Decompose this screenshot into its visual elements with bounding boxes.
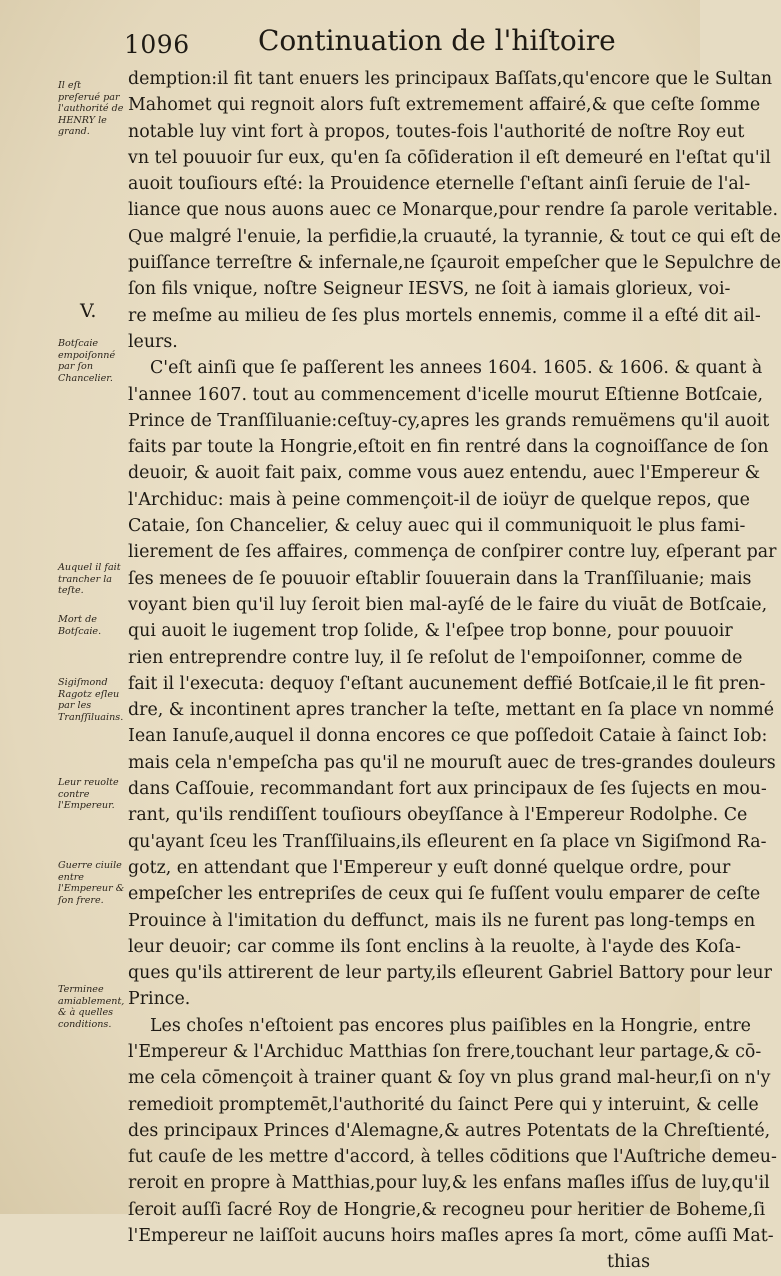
- page-header: [120, 22, 616, 62]
- text-line: mais cela n'empeſcha pas qu'il ne mouruſt auec de tres-grandes douleurs: [128, 752, 776, 773]
- text-line: notable luy vint fort à propos, toutes-fois l'authorité de noſtre Roy eut: [128, 121, 745, 142]
- text-line: empeſcher les entrepriſes de ceux qui ſe fuſſent voulu emparer de ceſte: [128, 884, 761, 905]
- text-line: Mahomet qui regnoit alors fuſt extremement affairé,& que ceſte ſomme: [128, 95, 761, 116]
- margin-note: Botſcaie empoiſonné par ſon Chancelier.: [58, 338, 116, 384]
- text-line: fut cauſe de les mettre d'accord, à telles cōditions que l'Auſtriche demeu-: [128, 1147, 777, 1168]
- text-line: qui auoit le iugement trop ſolide, & l'eſpee trop bonne, pour pouuoir: [128, 621, 733, 642]
- text-line: auoit touſiours eſté: la Prouidence eternelle ſ'eſtant ainſi ſeruie de l'al-: [128, 174, 751, 195]
- margin-note: Mort de Botſcaie.: [58, 614, 102, 637]
- text-line: des principaux Princes d'Alemagne,& autres Potentats de la Chreſtienté,: [128, 1120, 771, 1141]
- body-text: [128, 66, 781, 1276]
- catchword: thias: [606, 1252, 650, 1273]
- text-line: l'Archiduc: mais à peine commençoit-il de ioüyr de quelque repos, que: [128, 489, 750, 510]
- text-line: remedioit promptemēt,l'authorité du ſainct Pere qui y interuint, & celle: [128, 1094, 759, 1115]
- text-line: l'Empereur ne laiſſoit aucuns hoirs maſles apres ſa mort, cōme auſſi Mat-: [128, 1226, 774, 1247]
- section-numeral: V.: [80, 300, 97, 322]
- text-line: leurs.: [128, 331, 178, 352]
- text-line: ſon fils vnique, noſtre Seigneur IESVS, ne ſoit à iamais glorieux, voi-: [128, 279, 731, 300]
- margin-note: Sigiſmond Ragotz eſleu par les Tranſſiluains.: [58, 677, 124, 723]
- page-number: 1096: [124, 30, 190, 59]
- text-line: dans Caſſouie, recommandant fort aux principaux de ſes ſujects en mou-: [128, 779, 767, 800]
- text-line: voyant bien qu'il luy ſeroit bien mal-ayſé de le faire du viuāt de Botſcaie,: [128, 594, 768, 615]
- margin-note: Il eſt preſerué par l'authorité de HENRY le grand.: [58, 80, 124, 137]
- margin-note: Terminee amiablement, & à quelles conditions.: [58, 984, 125, 1030]
- text-line: reroit en propre à Matthias,pour luy,& les enfans maſles iſſus de luy,qu'il: [128, 1173, 770, 1194]
- running-title: Continuation de l'hiſtoire: [258, 24, 616, 57]
- text-line: fait il l'executa: dequoy ſ'eſtant aucunement deffié Botſcaie,il le fit pren-: [128, 673, 766, 694]
- text-line: dre, & incontinent apres trancher la teſte, mettant en ſa place vn nommé: [128, 700, 775, 721]
- text-line: Les choſes n'eſtoient pas encores plus paiſibles en la Hongrie, entre: [150, 1015, 751, 1036]
- text-line: lierement de ſes affaires, commença de conſpirer contre luy, eſperant par: [128, 542, 777, 563]
- margin-note: Guerre ciuile entre l'Empereur & ſon frere.: [58, 860, 125, 906]
- text-line: l'annee 1607. tout au commencement d'icelle mourut Eſtienne Botſcaie,: [128, 384, 764, 405]
- text-line: Iean Ianuſe,auquel il donna encores ce que poſſedoit Cataie à ſainct Iob:: [128, 726, 768, 747]
- text-line: Prince de Tranſſiluanie:ceſtuy-cy,apres les grands remuëmens qu'il auoit: [128, 410, 770, 431]
- text-line: Que malgré l'enuie, la perfidie,la cruauté, la tyrannie, & tout ce qui eſt de: [128, 226, 781, 247]
- text-line: re meſme au milieu de ſes plus mortels ennemis, comme il a eſté dit ail-: [128, 305, 761, 326]
- text-line: Prouince à l'imitation du deffunct, mais ils ne furent pas long-temps en: [128, 910, 756, 931]
- text-line: l'Empereur & l'Archiduc Matthias ſon frere,touchant leur partage,& cō-: [128, 1041, 762, 1062]
- text-line: deuoir, & auoit fait paix, comme vous auez entendu, auec l'Empereur &: [128, 463, 761, 484]
- margin-note: Leur reuolte contre l'Empereur.: [58, 777, 119, 811]
- text-line: me cela cōmençoit à trainer quant & ſoy vn plus grand mal-heur,ſi on n'y: [128, 1068, 771, 1089]
- text-line: demption:il fit tant enuers les principaux Baſſats,qu'encore que le Sultan: [128, 69, 773, 89]
- margin-note: Auquel il fait trancher la teſte.: [58, 562, 121, 596]
- text-line: ſeroit auſſi ſacré Roy de Hongrie,& recogneu pour heritier de Boheme,ſi: [128, 1199, 766, 1220]
- text-line: ſes menees de ſe pouuoir eſtablir ſouuerain dans la Tranſſiluanie; mais: [128, 568, 752, 589]
- text-line: rien entreprendre contre luy, il ſe reſolut de l'empoiſonner, comme de: [128, 647, 743, 668]
- text-line: puiſſance terreſtre & infernale,ne ſçauroit empeſcher que le Sepulchre de: [128, 253, 781, 274]
- text-line: Cataie, ſon Chancelier, & celuy auec qui il communiquoit le plus fami-: [128, 516, 746, 537]
- text-line: rant, qu'ils rendiſſent touſiours obeyſſance à l'Empereur Rodolphe. Ce: [128, 805, 748, 826]
- text-line: liance que nous auons auec ce Monarque,pour rendre ſa parole veritable.: [128, 200, 778, 221]
- text-line: ques qu'ils attirerent de leur party,ils eſleurent Gabriel Battory pour leur: [128, 963, 772, 984]
- text-line: gotz, en attendant que l'Empereur y euſt donné quelque ordre, pour: [128, 857, 731, 878]
- text-line: Prince.: [128, 989, 191, 1010]
- text-line: faits par toute la Hongrie,eſtoit en fin rentré dans la cognoiſſance de ſon: [128, 437, 769, 458]
- text-line: vn tel pouuoir ſur eux, qu'en ſa cōſideration il eſt demeuré en l'eſtat qu'il: [128, 147, 771, 168]
- text-line: C'eſt ainſi que ſe paſſerent les annees 1604. 1605. & 1606. & quant à: [150, 358, 763, 379]
- text-line: qu'ayant ſceu les Tranſſiluains,ils eſleurent en ſa place vn Sigiſmond Ra-: [128, 831, 767, 852]
- text-line: leur deuoir; car comme ils ſont enclins à la reuolte, à l'ayde des Koſa-: [128, 936, 741, 957]
